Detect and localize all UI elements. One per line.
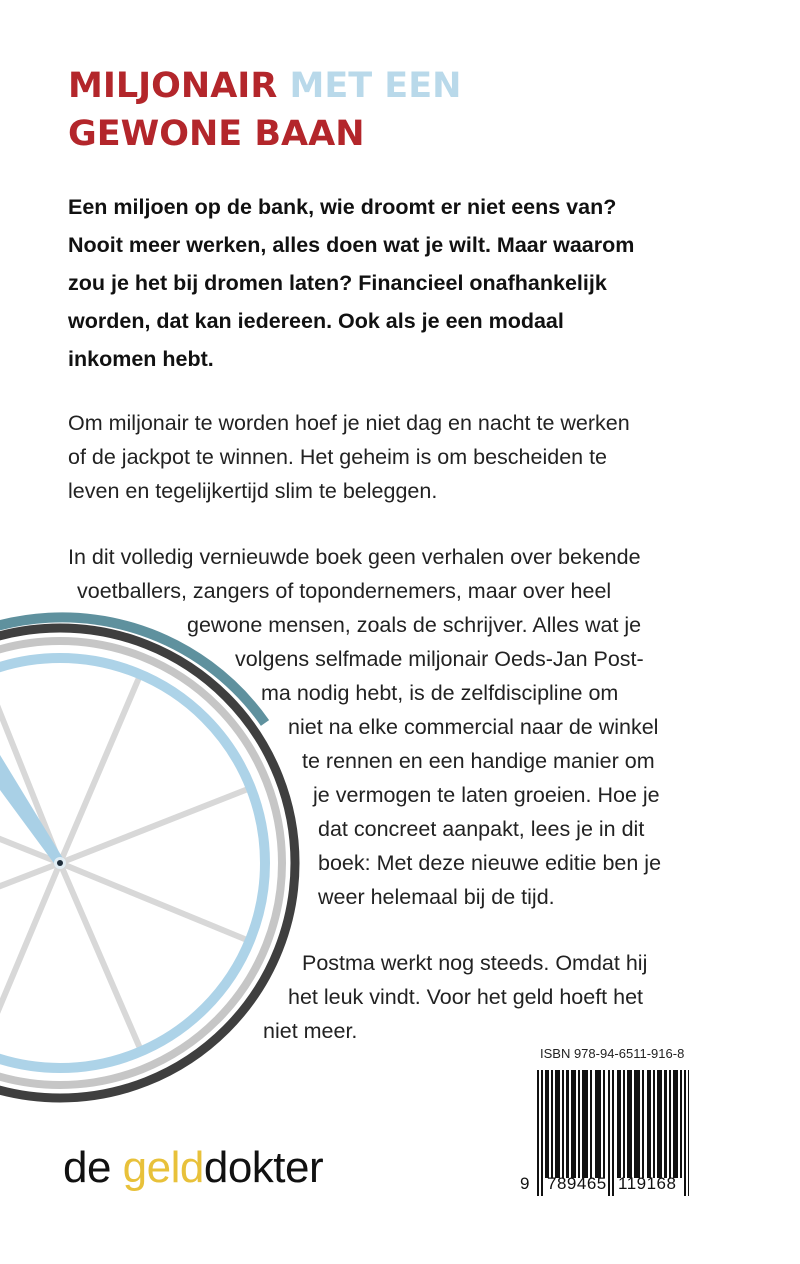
body-line: Om miljonair te worden hoef je niet dag en nacht te werken (68, 411, 630, 435)
isbn-label: ISBN 978-94-6511-916-8 (540, 1046, 685, 1061)
body-line: of de jackpot te winnen. Het geheim is om bescheiden te (68, 445, 608, 469)
barcode-digits-left: 789465 (547, 1174, 607, 1193)
body-line: gewone mensen, zoals de schrijver. Alles wat je (187, 613, 642, 637)
logo-part-geld: geld (122, 1143, 204, 1192)
wheel-tire (0, 628, 295, 1098)
body-line: te rennen en een handige manier om (302, 749, 655, 773)
barcode-digit-first: 9 (520, 1174, 530, 1193)
body-line: leven en tegelijkertijd slim te beleggen. (68, 479, 438, 503)
body-line: volgens selfmade miljonair Oeds-Jan Post- (235, 647, 644, 671)
wheel-rim-blue (0, 658, 265, 1068)
body-line: In dit volledig vernieuwde boek geen verhalen over bekende (68, 545, 641, 569)
wheel-hub-dot (57, 860, 63, 866)
wheel-hub (54, 857, 66, 869)
body-line: niet na elke commercial naar de winkel (288, 715, 659, 739)
publisher-logo (63, 1140, 323, 1196)
wheel-needle (0, 755, 64, 866)
title-line1-light: MET EEN (289, 66, 462, 106)
body-line: Postma werkt nog steeds. Omdat hij (302, 951, 648, 975)
body-line: voetballers, zangers of topondernemers, maar over heel (77, 579, 612, 603)
book-title (68, 62, 461, 158)
title-line1-primary: MILJONAIR (68, 66, 278, 106)
body-line: weer helemaal bij de tijd. (318, 885, 555, 909)
body-line: boek: Met deze nieuwe editie ben je (318, 851, 662, 875)
logo-part-dokter: dokter (203, 1143, 324, 1192)
body-line: ma nodig hebt, is de zelfdiscipline om (261, 681, 619, 705)
body-line: het leuk vindt. Voor het geld hoeft het (288, 985, 644, 1009)
lead-paragraph (68, 188, 728, 378)
body-line: niet meer. (263, 1019, 358, 1043)
body-line: dat concreet aanpakt, lees je in dit (318, 817, 645, 841)
logo-part-de: de (63, 1143, 123, 1192)
lead-line: worden, dat kan iedereen. Ook als je een modaal (68, 309, 564, 333)
lead-line: inkomen hebt. (68, 347, 214, 371)
lead-line: Nooit meer werken, alles doen wat je wilt. Maar waarom (68, 233, 635, 257)
wheel-rim-gray (0, 641, 282, 1085)
lead-line: zou je het bij dromen laten? Financieel onafhankelijk (68, 271, 607, 295)
wheel-spokes (0, 680, 248, 1046)
title-line2: GEWONE BAAN (68, 114, 365, 154)
body-line: je vermogen te laten groeien. Hoe je (313, 783, 660, 807)
lead-line: Een miljoen op de bank, wie droomt er niet eens van? (68, 195, 617, 219)
barcode-digits-right: 119168 (618, 1174, 677, 1193)
